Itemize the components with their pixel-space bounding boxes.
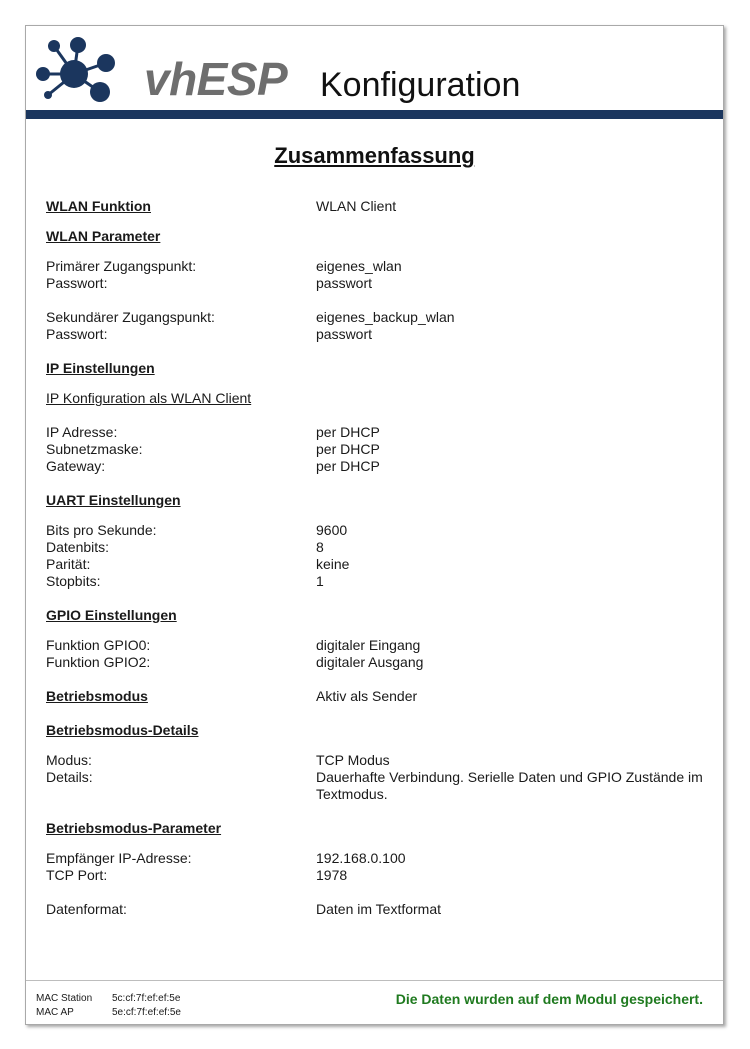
page-title: Zusammenfassung — [274, 143, 475, 168]
stopbits-value: 1 — [316, 573, 324, 589]
mode-value: Aktiv als Sender — [316, 688, 418, 704]
stopbits-label: Stopbits: — [46, 573, 101, 589]
mac-ap-value: 5e:cf:7f:ef:ef:5e — [112, 1007, 181, 1018]
details-value: Dauerhafte Verbindung. Serielle Daten und GPIO Zustände im Textmodus. — [316, 769, 703, 802]
brand-name: vhESP — [144, 53, 288, 105]
subnet-value: per DHCP — [316, 441, 380, 457]
page-header — [26, 26, 723, 120]
page-frame — [25, 25, 724, 1025]
mode-label: Betriebsmodus — [46, 688, 148, 704]
primary-password-label: Passwort: — [46, 275, 108, 291]
details-label: Details: — [46, 769, 93, 785]
wlan-function-label: WLAN Funktion — [46, 198, 151, 214]
wlan-parameter-heading: WLAN Parameter — [46, 228, 161, 244]
subnet-label: Subnetzmaske: — [46, 441, 143, 457]
primary-ap-value: eigenes_wlan — [316, 258, 402, 274]
modus-label: Modus: — [46, 752, 92, 768]
tcp-port-label: TCP Port: — [46, 867, 108, 883]
data-format-value: Daten im Textformat — [316, 901, 442, 917]
gpio2-label: Funktion GPIO2: — [46, 654, 151, 670]
databits-value: 8 — [316, 539, 324, 555]
secondary-password-label: Passwort: — [46, 326, 108, 342]
receiver-ip-label: Empfänger IP-Adresse: — [46, 850, 192, 866]
ip-subheading: IP Konfiguration als WLAN Client — [46, 390, 252, 406]
secondary-password-value: passwort — [316, 326, 373, 342]
databits-label: Datenbits: — [46, 539, 110, 555]
data-format-label: Datenformat: — [46, 901, 127, 917]
header-bar — [26, 110, 723, 119]
gpio-heading: GPIO Einstellungen — [46, 607, 177, 623]
mac-ap-label: MAC AP — [36, 1007, 74, 1018]
uart-heading: UART Einstellungen — [46, 492, 181, 508]
gateway-label: Gateway: — [46, 458, 106, 474]
ip-address-label: IP Adresse: — [46, 424, 118, 440]
gpio2-value: digitaler Ausgang — [316, 654, 424, 670]
footer-divider — [26, 980, 723, 981]
header-subtitle: Konfiguration — [320, 66, 521, 104]
secondary-ap-value: eigenes_backup_wlan — [316, 309, 455, 325]
modus-value: TCP Modus — [316, 752, 390, 768]
gpio0-label: Funktion GPIO0: — [46, 637, 151, 653]
receiver-ip-value: 192.168.0.100 — [316, 850, 406, 866]
mac-station-label: MAC Station — [36, 993, 93, 1004]
parity-value: keine — [316, 556, 350, 572]
mode-parameter-heading: Betriebsmodus-Parameter — [46, 820, 222, 836]
primary-ap-label: Primärer Zugangspunkt: — [46, 258, 197, 274]
tcp-port-value: 1978 — [316, 867, 348, 883]
gateway-value: per DHCP — [316, 458, 380, 474]
ip-address-value: per DHCP — [316, 424, 380, 440]
network-nodes-icon — [34, 34, 124, 106]
mac-station-value: 5c:cf:7f:ef:ef:5e — [112, 993, 181, 1004]
secondary-ap-label: Sekundärer Zugangspunkt: — [46, 309, 215, 325]
primary-password-value: passwort — [316, 275, 373, 291]
parity-label: Parität: — [46, 556, 91, 572]
wlan-function-value: WLAN Client — [316, 198, 397, 214]
baud-value: 9600 — [316, 522, 348, 538]
gpio0-value: digitaler Eingang — [316, 637, 421, 653]
ip-heading: IP Einstellungen — [46, 360, 155, 376]
baud-label: Bits pro Sekunde: — [46, 522, 157, 538]
saved-status-message: Die Daten wurden auf dem Modul gespeichert. — [395, 991, 703, 1007]
mode-details-heading: Betriebsmodus-Details — [46, 722, 199, 738]
